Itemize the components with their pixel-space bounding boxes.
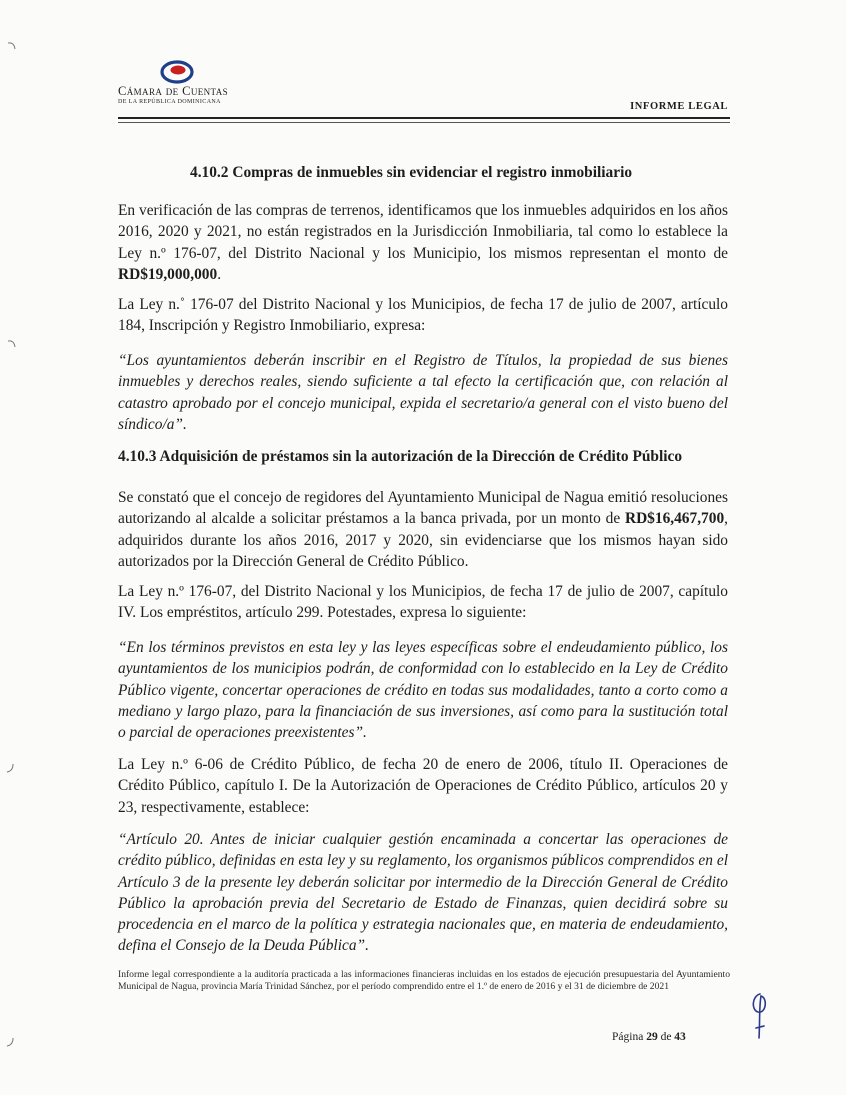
paragraph: La Ley n.º 176-07, del Distrito Nacional y los Municipios, de fecha 17 de julio de 2007, capítulo IV. Los empréstitos, artículo 299. Potestades, expresa lo siguiente: [118, 583, 728, 622]
legal-quote: “En los términos previstos en esta ley y las leyes específicas sobre el endeudamiento público, los ayuntamientos de los municipios podrán, de conformidad con lo establecido en la Ley de Crédito Público vigente, concertar operaciones de crédito en todas sus modalidades, tanto a corto como a mediano y largo plazo, para la financiación de sus inversiones, así como para la sustitución total o parcial de operaciones preexistentes”. [118, 639, 728, 742]
paragraph: La Ley n.˚ 176-07 del Distrito Nacional y los Municipios, de fecha 17 de julio de 2007, artículo 184, Inscripción y Registro Inmobiliario, expresa: [118, 296, 728, 335]
punch-mark [6, 338, 18, 350]
punch-mark [4, 1036, 16, 1048]
initials-signature [748, 990, 774, 1042]
org-emblem-icon [160, 58, 194, 84]
paragraph: La Ley n.º 6-06 de Crédito Público, de fecha 20 de enero de 2006, título II. Operaciones de Crédito Público, capítulo I. De la Autorización de Operaciones de Crédito Público, artículos 20 y 23, respectivamente, establece: [118, 756, 728, 816]
legal-quote: “Los ayuntamientos deberán inscribir en el Registro de Títulos, la propiedad de sus bienes inmuebles y derechos reales, siendo suficiente a tal efecto la certificación que, con relación al catastro aprobado por el concejo municipal, expida el secretario/a general con el visto bueno del síndico/a”. [118, 352, 728, 433]
footer-note: Informe legal correspondiente a la auditoría practicada a las informaciones financieras incluidas en los estados de ejecución presupuestaria del Ayuntamiento Municipal de Nagua, provincia María Trinidad Sánchez, por el período comprendido entre el 1.º de enero de 2016 y el 31 de diciembre de 2021 [118, 969, 730, 993]
org-logo [118, 58, 258, 106]
paragraph: En verificación de las compras de terrenos, identificamos que los inmuebles adquiridos en los años 2016, 2020 y 2021, no están registrados en la Jurisdicción Inmobiliaria, tal como lo establece la Ley n.º 176-07, del Distrito Nacional y los Municipio, los mismos representan el monto de RD$19,000,000. [118, 202, 728, 283]
org-name: Cámara de Cuentas [118, 84, 229, 98]
section-title-4-10-2: 4.10.2 Compras de inmuebles sin evidenciar el registro inmobiliario [190, 164, 633, 181]
amount: RD$16,467,700 [624, 510, 725, 528]
punch-mark [6, 40, 18, 52]
header-rule [118, 117, 730, 119]
section-label: INFORME LEGAL [630, 101, 728, 112]
amount: RD$19,000,000 [118, 265, 218, 283]
section-title-4-10-3: 4.10.3 Adquisición de préstamos sin la autorización de la Dirección de Crédito Público [118, 448, 683, 465]
page-number: Página 29 de 43 [612, 1031, 686, 1043]
punch-mark [4, 762, 16, 774]
header-rule-thin [118, 122, 730, 123]
org-subtitle: DE LA REPÚBLICA DOMINICANA [118, 99, 221, 105]
legal-quote: “Artículo 20. Antes de iniciar cualquier gestión encaminada a concertar las operaciones de crédito público, definidas en esta ley y su reglamento, los organismos públicos comprendidos en el Artículo 3 de la presente ley deberán solicitar por intermedio de la Dirección General de Crédito Público la aprobación previa del Secretario de Estado de Finanzas, quien decidirá sobre su procedencia en el marco de la política y estrategia nacionales que, en materia de endeudamiento, defina el Consejo de la Deuda Pública”. [118, 831, 728, 955]
paragraph: Se constató que el concejo de regidores del Ayuntamiento Municipal de Nagua emitió resoluciones autorizando al alcalde a solicitar préstamos a la banca privada, por un monto de RD$16,467,700, adquiridos durante los años 2016, 2017 y 2020, sin evidenciarse que los mismos hayan sido autorizados por la Dirección General de Crédito Público. [118, 489, 728, 570]
